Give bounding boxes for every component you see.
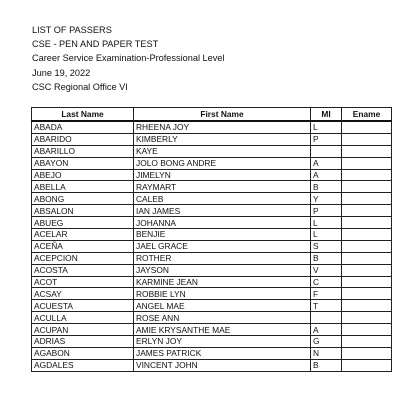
cell-mi: L: [311, 217, 342, 229]
cell-mi: N: [311, 347, 342, 359]
column-header-mi: MI: [311, 108, 342, 122]
table-body: [32, 121, 392, 371]
cell-first-name: ERLYN JOY: [134, 336, 311, 348]
table-row: [32, 276, 392, 288]
cell-mi: C: [311, 276, 342, 288]
cell-ename: [342, 276, 392, 288]
cell-ename: [342, 205, 392, 217]
cell-last-name: ABARIDO: [32, 133, 134, 145]
cell-last-name: ACEPCION: [32, 252, 134, 264]
table-row: [32, 336, 392, 348]
cell-first-name: IAN JAMES: [134, 205, 311, 217]
cell-last-name: ABADA: [32, 121, 134, 133]
table-row: [32, 312, 392, 324]
cell-mi: [311, 145, 342, 157]
cell-last-name: ACOT: [32, 276, 134, 288]
cell-first-name: JOLO BONG ANDRE: [134, 157, 311, 169]
cell-last-name: ACSAY: [32, 288, 134, 300]
exam-date: June 19, 2022: [32, 67, 91, 78]
cell-ename: [342, 121, 392, 133]
table-row: [32, 205, 392, 217]
cell-ename: [342, 157, 392, 169]
passers-table: [31, 107, 392, 372]
cell-mi: A: [311, 324, 342, 336]
cell-mi: A: [311, 157, 342, 169]
cell-ename: [342, 300, 392, 312]
table-row: [32, 264, 392, 276]
cell-last-name: ABEJO: [32, 169, 134, 181]
cell-mi: S: [311, 240, 342, 252]
table-row: [32, 157, 392, 169]
table-row: [32, 288, 392, 300]
cell-first-name: ROTHER: [134, 252, 311, 264]
cell-ename: [342, 359, 392, 371]
cell-mi: G: [311, 336, 342, 348]
table-row: [32, 193, 392, 205]
cell-mi: B: [311, 359, 342, 371]
cell-ename: [342, 324, 392, 336]
cell-mi: [311, 312, 342, 324]
regional-office: CSC Regional Office VI: [32, 81, 128, 92]
cell-ename: [342, 264, 392, 276]
cell-first-name: JAEL GRACE: [134, 240, 311, 252]
exam-level: Career Service Examination-Professional Level: [32, 53, 225, 64]
cell-first-name: CALEB: [134, 193, 311, 205]
cell-last-name: ABUEG: [32, 217, 134, 229]
cell-first-name: KIMBERLY: [134, 133, 311, 145]
cell-last-name: ACOSTA: [32, 264, 134, 276]
cell-last-name: ABELLA: [32, 181, 134, 193]
table-row: [32, 300, 392, 312]
cell-first-name: JOHANNA: [134, 217, 311, 229]
cell-ename: [342, 229, 392, 241]
cell-ename: [342, 145, 392, 157]
table-row: [32, 121, 392, 133]
cell-first-name: RHEENA JOY: [134, 121, 311, 133]
cell-last-name: AGDALES: [32, 359, 134, 371]
cell-last-name: ADRIAS: [32, 336, 134, 348]
cell-ename: [342, 181, 392, 193]
cell-last-name: ABONG: [32, 193, 134, 205]
cell-mi: B: [311, 252, 342, 264]
cell-first-name: ROBBIE LYN: [134, 288, 311, 300]
cell-first-name: JAMES PATRICK: [134, 347, 311, 359]
table-row: [32, 359, 392, 371]
table-row: [32, 169, 392, 181]
cell-mi: L: [311, 229, 342, 241]
cell-last-name: ACUESTA: [32, 300, 134, 312]
cell-first-name: BENJIE: [134, 229, 311, 241]
cell-mi: P: [311, 133, 342, 145]
cell-mi: B: [311, 181, 342, 193]
exam-mode: CSE - PEN AND PAPER TEST: [32, 39, 159, 50]
cell-ename: [342, 252, 392, 264]
cell-first-name: KARMINE JEAN: [134, 276, 311, 288]
cell-first-name: RAYMART: [134, 181, 311, 193]
cell-ename: [342, 288, 392, 300]
table-row: [32, 252, 392, 264]
cell-last-name: ACUPAN: [32, 324, 134, 336]
table-row: [32, 217, 392, 229]
column-header-ename: Ename: [342, 108, 392, 122]
cell-first-name: VINCENT JOHN: [134, 359, 311, 371]
cell-last-name: AGABON: [32, 347, 134, 359]
cell-mi: P: [311, 205, 342, 217]
cell-first-name: AMIE KRYSANTHE MAE: [134, 324, 311, 336]
cell-last-name: ABSALON: [32, 205, 134, 217]
cell-ename: [342, 336, 392, 348]
list-title: LIST OF PASSERS: [32, 25, 112, 35]
cell-last-name: ACEÑA: [32, 240, 134, 252]
table-row: [32, 145, 392, 157]
cell-mi: Y: [311, 193, 342, 205]
table-row: [32, 347, 392, 359]
column-header-last-name: Last Name: [32, 108, 134, 122]
cell-mi: A: [311, 169, 342, 181]
cell-last-name: ACELAR: [32, 229, 134, 241]
cell-ename: [342, 193, 392, 205]
table-row: [32, 324, 392, 336]
cell-last-name: ABARILLO: [32, 145, 134, 157]
table-row: [32, 229, 392, 241]
cell-mi: T: [311, 300, 342, 312]
column-header-first-name: First Name: [134, 108, 311, 122]
cell-ename: [342, 347, 392, 359]
table-row: [32, 181, 392, 193]
cell-ename: [342, 312, 392, 324]
table-row: [32, 240, 392, 252]
table-row: [32, 133, 392, 145]
cell-last-name: ACULLA: [32, 312, 134, 324]
cell-first-name: JIMELYN: [134, 169, 311, 181]
cell-ename: [342, 169, 392, 181]
cell-ename: [342, 133, 392, 145]
cell-first-name: KAYE: [134, 145, 311, 157]
cell-first-name: JAYSON: [134, 264, 311, 276]
cell-first-name: ROSE ANN: [134, 312, 311, 324]
cell-first-name: ANGEL MAE: [134, 300, 311, 312]
table-header-row: [32, 108, 392, 122]
document-header: [32, 23, 225, 94]
cell-ename: [342, 217, 392, 229]
cell-ename: [342, 240, 392, 252]
cell-mi: V: [311, 264, 342, 276]
cell-last-name: ABAYON: [32, 157, 134, 169]
cell-mi: L: [311, 121, 342, 133]
cell-mi: F: [311, 288, 342, 300]
